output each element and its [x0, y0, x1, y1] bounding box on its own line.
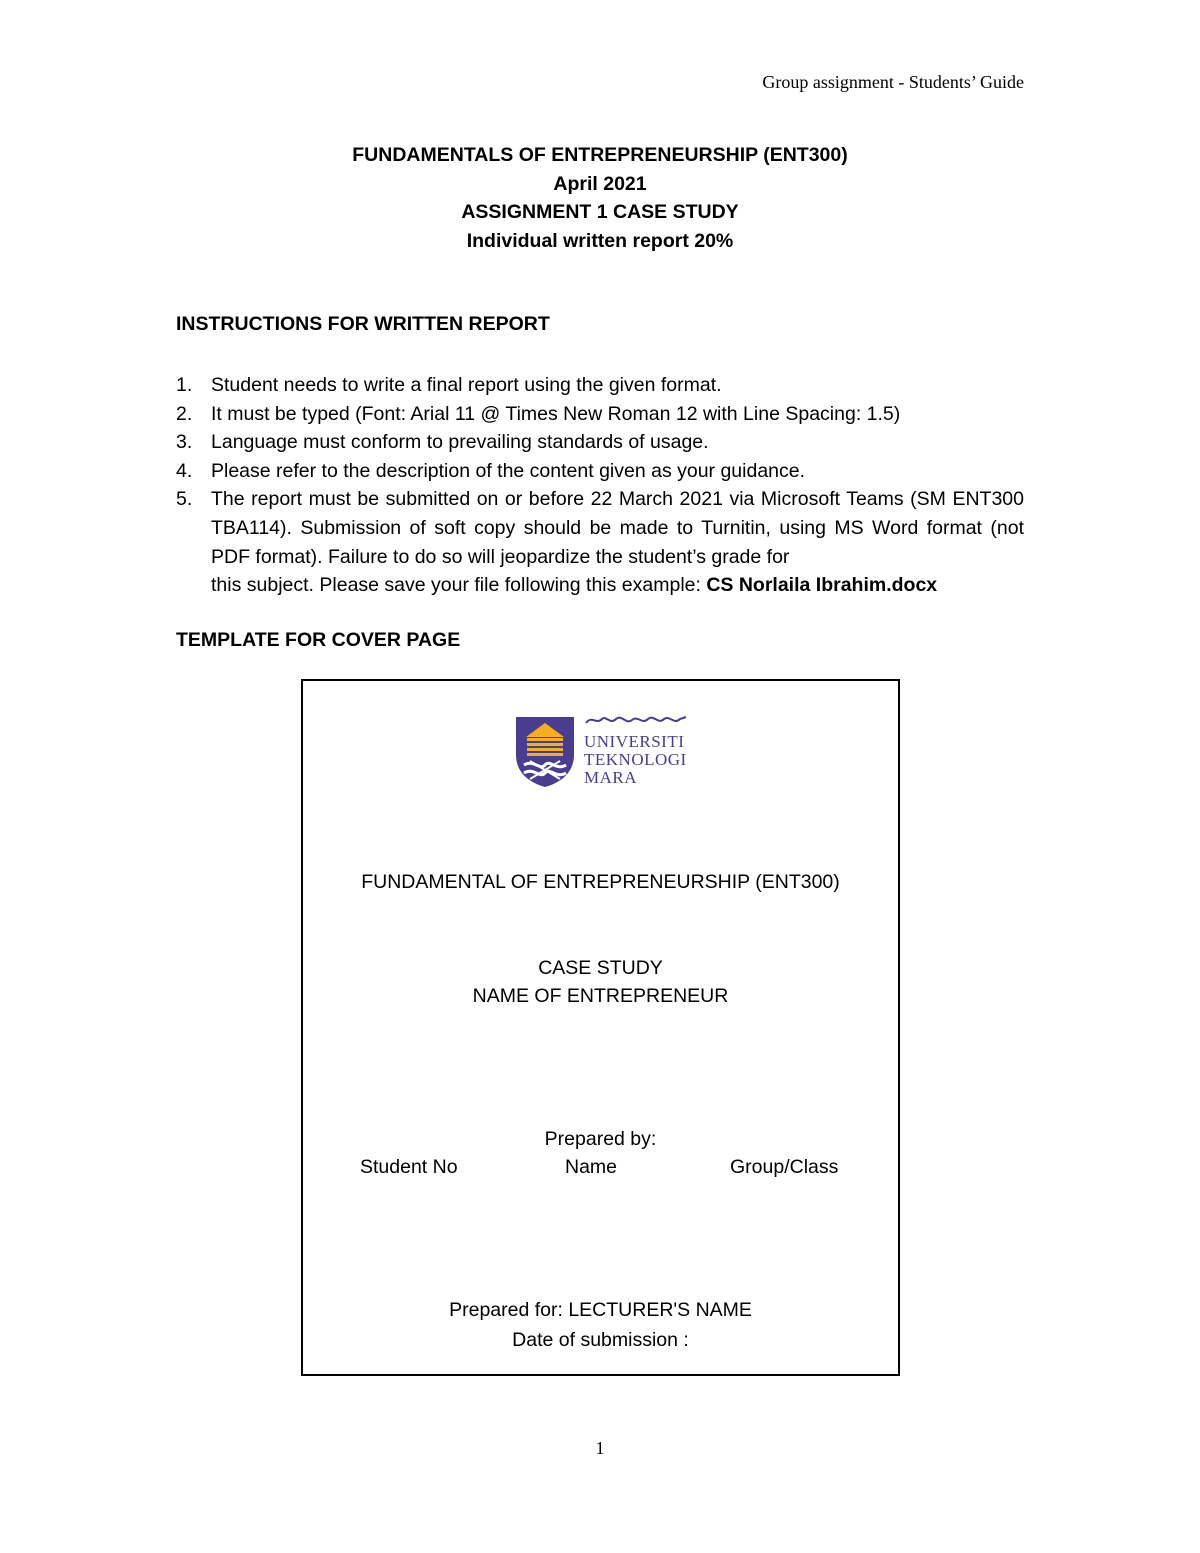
cover-prepared-by: Prepared by:: [544, 1128, 657, 1150]
cover-prepared-for: Prepared for: LECTURER'S NAME: [449, 1299, 752, 1321]
uitm-crest-icon: [514, 715, 576, 789]
title-block: [0, 141, 1200, 255]
page-number: 1: [595, 1438, 605, 1458]
item-text: The report must be submitted on or before 22 March 2021 via Microsoft Teams (SM ENT300 TBA114). Submission of soft copy should be made to Turnitin, using MS Word format (not PDF format). Failure to do so will jeopardize the student’s grade for: [211, 488, 1024, 568]
cover-entrepreneur: NAME OF ENTREPRENEUR: [472, 985, 729, 1007]
list-item: 1. Student needs to write a final report using the given format.: [176, 374, 722, 396]
assignment-weight: Individual written report 20%: [466, 229, 734, 252]
instructions-list: [176, 371, 1024, 600]
item-text-last: this subject. Please save your file following this example:: [211, 574, 707, 597]
logo-wordmark: UNIVERSITI TEKNOLOGI MARA: [584, 732, 687, 787]
course-title: FUNDAMENTALS OF ENTREPRENEURSHIP (ENT300): [352, 144, 848, 166]
instructions-heading: INSTRUCTIONS FOR WRITTEN REPORT: [176, 313, 550, 335]
cover-course-title: FUNDAMENTAL OF ENTREPRENEURSHIP (ENT300): [361, 871, 840, 893]
cover-case-study: CASE STUDY: [538, 957, 663, 979]
session-date: April 2021: [553, 172, 647, 195]
cover-page-template: [301, 679, 900, 1376]
example-filename: CS Norlaila Ibrahim.docx: [706, 574, 938, 597]
col-student-no: Student No: [360, 1156, 458, 1178]
list-item: 5. The report must be submitted on or before 22 March 2021 via Microsoft Teams (SM ENT300 TBA114). Submission of soft copy should be made to Turnitin, using MS Word format (not PDF format). Failure to do so will jeopardize the student’s grade for this subject. Please save your file following this example: CS Norlaila Ibrahim.docx: [176, 488, 1024, 597]
cover-template-heading: TEMPLATE FOR COVER PAGE: [176, 629, 461, 651]
running-header: Group assignment - Students’ Guide: [762, 72, 1024, 92]
list-item: 2. It must be typed (Font: Arial 11 @ Times New Roman 12 with Line Spacing: 1.5): [176, 402, 901, 425]
list-item: 4. Please refer to the description of the content given as your guidance.: [176, 459, 806, 482]
arabic-script-mark: [584, 713, 688, 727]
uitm-logo: [514, 713, 692, 791]
col-group-class: Group/Class: [730, 1156, 839, 1178]
cover-date-submission: Date of submission :: [512, 1329, 689, 1351]
col-name: Name: [565, 1156, 618, 1178]
assignment-title: ASSIGNMENT 1 CASE STUDY: [461, 201, 739, 223]
cover-columns: [303, 1153, 898, 1181]
list-item: 3. Language must conform to prevailing standards of usage.: [176, 431, 709, 454]
